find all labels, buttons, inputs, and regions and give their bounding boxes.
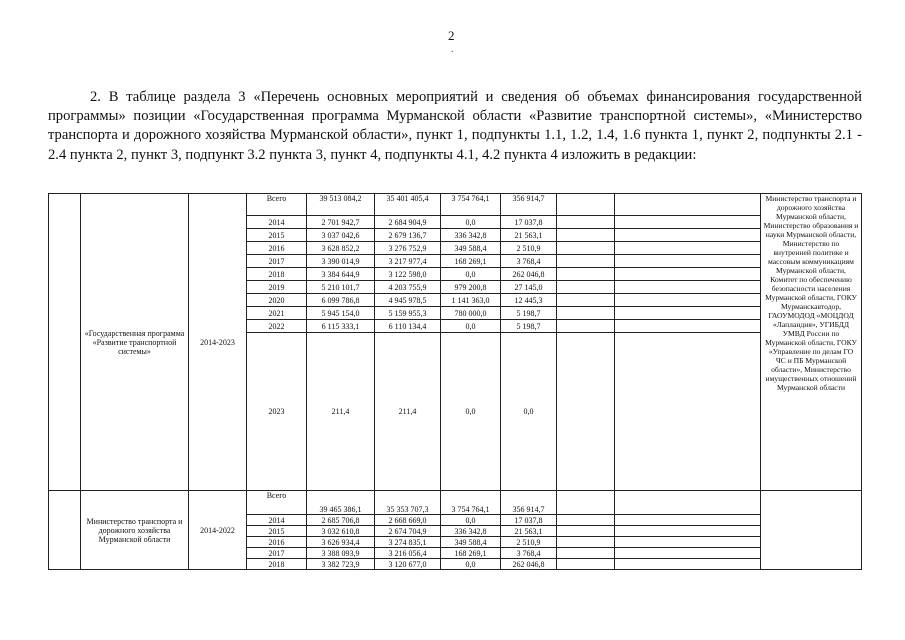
- total-cell: 6 115 333,1: [307, 320, 375, 333]
- empty-cell: [615, 537, 761, 548]
- total-cell: 3 032 610,8: [307, 526, 375, 537]
- empty-cell: [615, 281, 761, 294]
- total-cell: 3 626 934,4: [307, 537, 375, 548]
- other-sources-cell: 0,0: [501, 333, 557, 491]
- responsible-executors-cell: Министерство транспорта и дорожного хозяйства Мурманской области, Министерство образования и науки Мурманской области, Министерство по внутренней политике и массовым коммуникациям Мурманской области, Комитет по обеспечению безопасности населения Мурманской области, ГОКУ Мурманскавтодор, ГАОУМОДОД «МОЦДОД «Лапландия», УГИБДД УМВД России по Мурманской области, ГОКУ «Управление по делам ГО ЧС и ПБ Мурманской области», Министерство имущественных отношений Мурманской области: [761, 194, 862, 491]
- other-sources-cell: 5 198,7: [501, 320, 557, 333]
- federal-budget-cell: 0,0: [441, 320, 501, 333]
- empty-cell: [557, 526, 615, 537]
- year-cell: 2018: [247, 559, 307, 570]
- federal-budget-cell: 349 588,4: [441, 537, 501, 548]
- total-cell: 3 628 852,2: [307, 242, 375, 255]
- other-sources-cell: 356 914,7: [501, 491, 557, 515]
- year-cell: 2019: [247, 281, 307, 294]
- total-cell: 2 701 942,7: [307, 216, 375, 229]
- empty-cell: [615, 548, 761, 559]
- other-sources-cell: 17 037,8: [501, 515, 557, 526]
- federal-budget-cell: 780 000,0: [441, 307, 501, 320]
- period-cell: 2014-2023: [189, 194, 247, 491]
- federal-budget-cell: 0,0: [441, 216, 501, 229]
- federal-budget-cell: 0,0: [441, 515, 501, 526]
- regional-budget-cell: 2 684 904,9: [375, 216, 441, 229]
- other-sources-cell: 262 046,8: [501, 268, 557, 281]
- empty-cell: [557, 320, 615, 333]
- year-cell: 2017: [247, 548, 307, 559]
- empty-cell: [557, 548, 615, 559]
- regional-budget-cell: 4 945 978,5: [375, 294, 441, 307]
- regional-budget-cell: 35 401 405,4: [375, 194, 441, 216]
- year-cell: 2016: [247, 537, 307, 548]
- other-sources-cell: 2 510,9: [501, 537, 557, 548]
- other-sources-cell: 17 037,8: [501, 216, 557, 229]
- federal-budget-cell: 349 588,4: [441, 242, 501, 255]
- federal-budget-cell: 0,0: [441, 333, 501, 491]
- empty-cell: [557, 281, 615, 294]
- total-cell: 39 513 084,2: [307, 194, 375, 216]
- empty-cell: [615, 216, 761, 229]
- total-cell: 2 685 706,8: [307, 515, 375, 526]
- empty-cell: [615, 333, 761, 491]
- empty-cell: [557, 515, 615, 526]
- empty-cell: [557, 229, 615, 242]
- other-sources-cell: 2 510,9: [501, 242, 557, 255]
- regional-budget-cell: 35 353 707,3: [375, 491, 441, 515]
- regional-budget-cell: 2 668 669,0: [375, 515, 441, 526]
- empty-cell: [557, 216, 615, 229]
- regional-budget-cell: 3 120 677,0: [375, 559, 441, 570]
- regional-budget-cell: 6 110 134,4: [375, 320, 441, 333]
- total-cell: 3 382 723,9: [307, 559, 375, 570]
- federal-budget-cell: 0,0: [441, 268, 501, 281]
- regional-budget-cell: 2 674 704,9: [375, 526, 441, 537]
- period-cell: 2014-2022: [189, 491, 247, 570]
- financing-table-body: [49, 194, 862, 570]
- row-number-cell: [49, 194, 81, 491]
- year-cell: 2015: [247, 229, 307, 242]
- row-number-cell: [49, 491, 81, 570]
- empty-cell: [615, 559, 761, 570]
- empty-cell: [615, 194, 761, 216]
- year-cell: 2021: [247, 307, 307, 320]
- other-sources-cell: 356 914,7: [501, 194, 557, 216]
- other-sources-cell: 3 768,4: [501, 255, 557, 268]
- regional-budget-cell: 5 159 955,3: [375, 307, 441, 320]
- empty-cell: [557, 294, 615, 307]
- federal-budget-cell: 168 269,1: [441, 255, 501, 268]
- year-cell: Всего: [247, 194, 307, 216]
- federal-budget-cell: 1 141 363,0: [441, 294, 501, 307]
- year-cell: Всего: [247, 491, 307, 515]
- other-sources-cell: 5 198,7: [501, 307, 557, 320]
- program-name-cell: «Государственная программа «Развитие транспортной системы»: [81, 194, 189, 491]
- year-cell: 2018: [247, 268, 307, 281]
- table-row: [49, 194, 862, 216]
- year-cell: 2023: [247, 333, 307, 491]
- total-cell: 6 099 786,8: [307, 294, 375, 307]
- federal-budget-cell: 979 200,8: [441, 281, 501, 294]
- regional-budget-cell: 3 217 977,4: [375, 255, 441, 268]
- total-cell: 3 384 644,9: [307, 268, 375, 281]
- table-row: [49, 491, 862, 515]
- empty-cell: [615, 307, 761, 320]
- total-cell: 5 210 101,7: [307, 281, 375, 294]
- empty-cell: [557, 242, 615, 255]
- total-cell: 3 037 042,6: [307, 229, 375, 242]
- other-sources-cell: 21 563,1: [501, 526, 557, 537]
- total-cell: 3 390 014,9: [307, 255, 375, 268]
- year-cell: 2014: [247, 515, 307, 526]
- federal-budget-cell: 168 269,1: [441, 548, 501, 559]
- total-cell: 5 945 154,0: [307, 307, 375, 320]
- empty-cell: [615, 526, 761, 537]
- regional-budget-cell: 211,4: [375, 333, 441, 491]
- total-cell: 39 465 386,1: [307, 491, 375, 515]
- empty-cell: [557, 491, 615, 515]
- year-cell: 2020: [247, 294, 307, 307]
- other-sources-cell: 12 445,3: [501, 294, 557, 307]
- year-cell: 2017: [247, 255, 307, 268]
- regional-budget-cell: 4 203 755,9: [375, 281, 441, 294]
- total-cell: 211,4: [307, 333, 375, 491]
- year-cell: 2022: [247, 320, 307, 333]
- empty-cell: [557, 255, 615, 268]
- other-sources-cell: 27 145,0: [501, 281, 557, 294]
- year-cell: 2014: [247, 216, 307, 229]
- page-number: 2: [448, 28, 455, 43]
- empty-cell: [615, 242, 761, 255]
- regional-budget-cell: 3 276 752,9: [375, 242, 441, 255]
- financing-table: [48, 193, 862, 570]
- empty-cell: [557, 537, 615, 548]
- other-sources-cell: 21 563,1: [501, 229, 557, 242]
- empty-cell: [761, 491, 862, 570]
- empty-cell: [557, 194, 615, 216]
- empty-cell: [615, 229, 761, 242]
- year-cell: 2015: [247, 526, 307, 537]
- empty-cell: [615, 268, 761, 281]
- total-cell: 3 388 093,9: [307, 548, 375, 559]
- other-sources-cell: 262 046,8: [501, 559, 557, 570]
- empty-cell: [557, 559, 615, 570]
- amendment-paragraph: 2. В таблице раздела 3 «Перечень основных мероприятий и сведения об объемах финансирования государственной программы» позиции «Государственная программа Мурманской области «Развитие транспортной системы», «Министерство транспорта и дорожного хозяйства Мурманской области», пункт 1, подпункты 1.1, 1.2, 1.4, 1.6 пункта 1, пункт 2, подпункты 2.1 - 2.4 пункта 2, пункт 3, подпункт 3.2 пункта 3, пункт 4, подпункты 4.1, 4.2 пункта 4 изложить в редакции:: [48, 89, 862, 163]
- empty-cell: [615, 320, 761, 333]
- regional-budget-cell: 3 122 598,0: [375, 268, 441, 281]
- program-name-cell: Министерство транспорта и дорожного хозяйства Мурманской области: [81, 491, 189, 570]
- page-dot: .: [451, 44, 454, 55]
- empty-cell: [615, 294, 761, 307]
- year-cell: 2016: [247, 242, 307, 255]
- empty-cell: [615, 515, 761, 526]
- empty-cell: [557, 307, 615, 320]
- federal-budget-cell: 3 754 764,1: [441, 194, 501, 216]
- empty-cell: [615, 255, 761, 268]
- federal-budget-cell: 336 342,8: [441, 526, 501, 537]
- federal-budget-cell: 3 754 764,1: [441, 491, 501, 515]
- federal-budget-cell: 336 342,8: [441, 229, 501, 242]
- other-sources-cell: 3 768,4: [501, 548, 557, 559]
- federal-budget-cell: 0,0: [441, 559, 501, 570]
- regional-budget-cell: 3 216 056,4: [375, 548, 441, 559]
- regional-budget-cell: 3 274 835,1: [375, 537, 441, 548]
- empty-cell: [557, 268, 615, 281]
- regional-budget-cell: 2 679 136,7: [375, 229, 441, 242]
- empty-cell: [615, 491, 761, 515]
- empty-cell: [557, 333, 615, 491]
